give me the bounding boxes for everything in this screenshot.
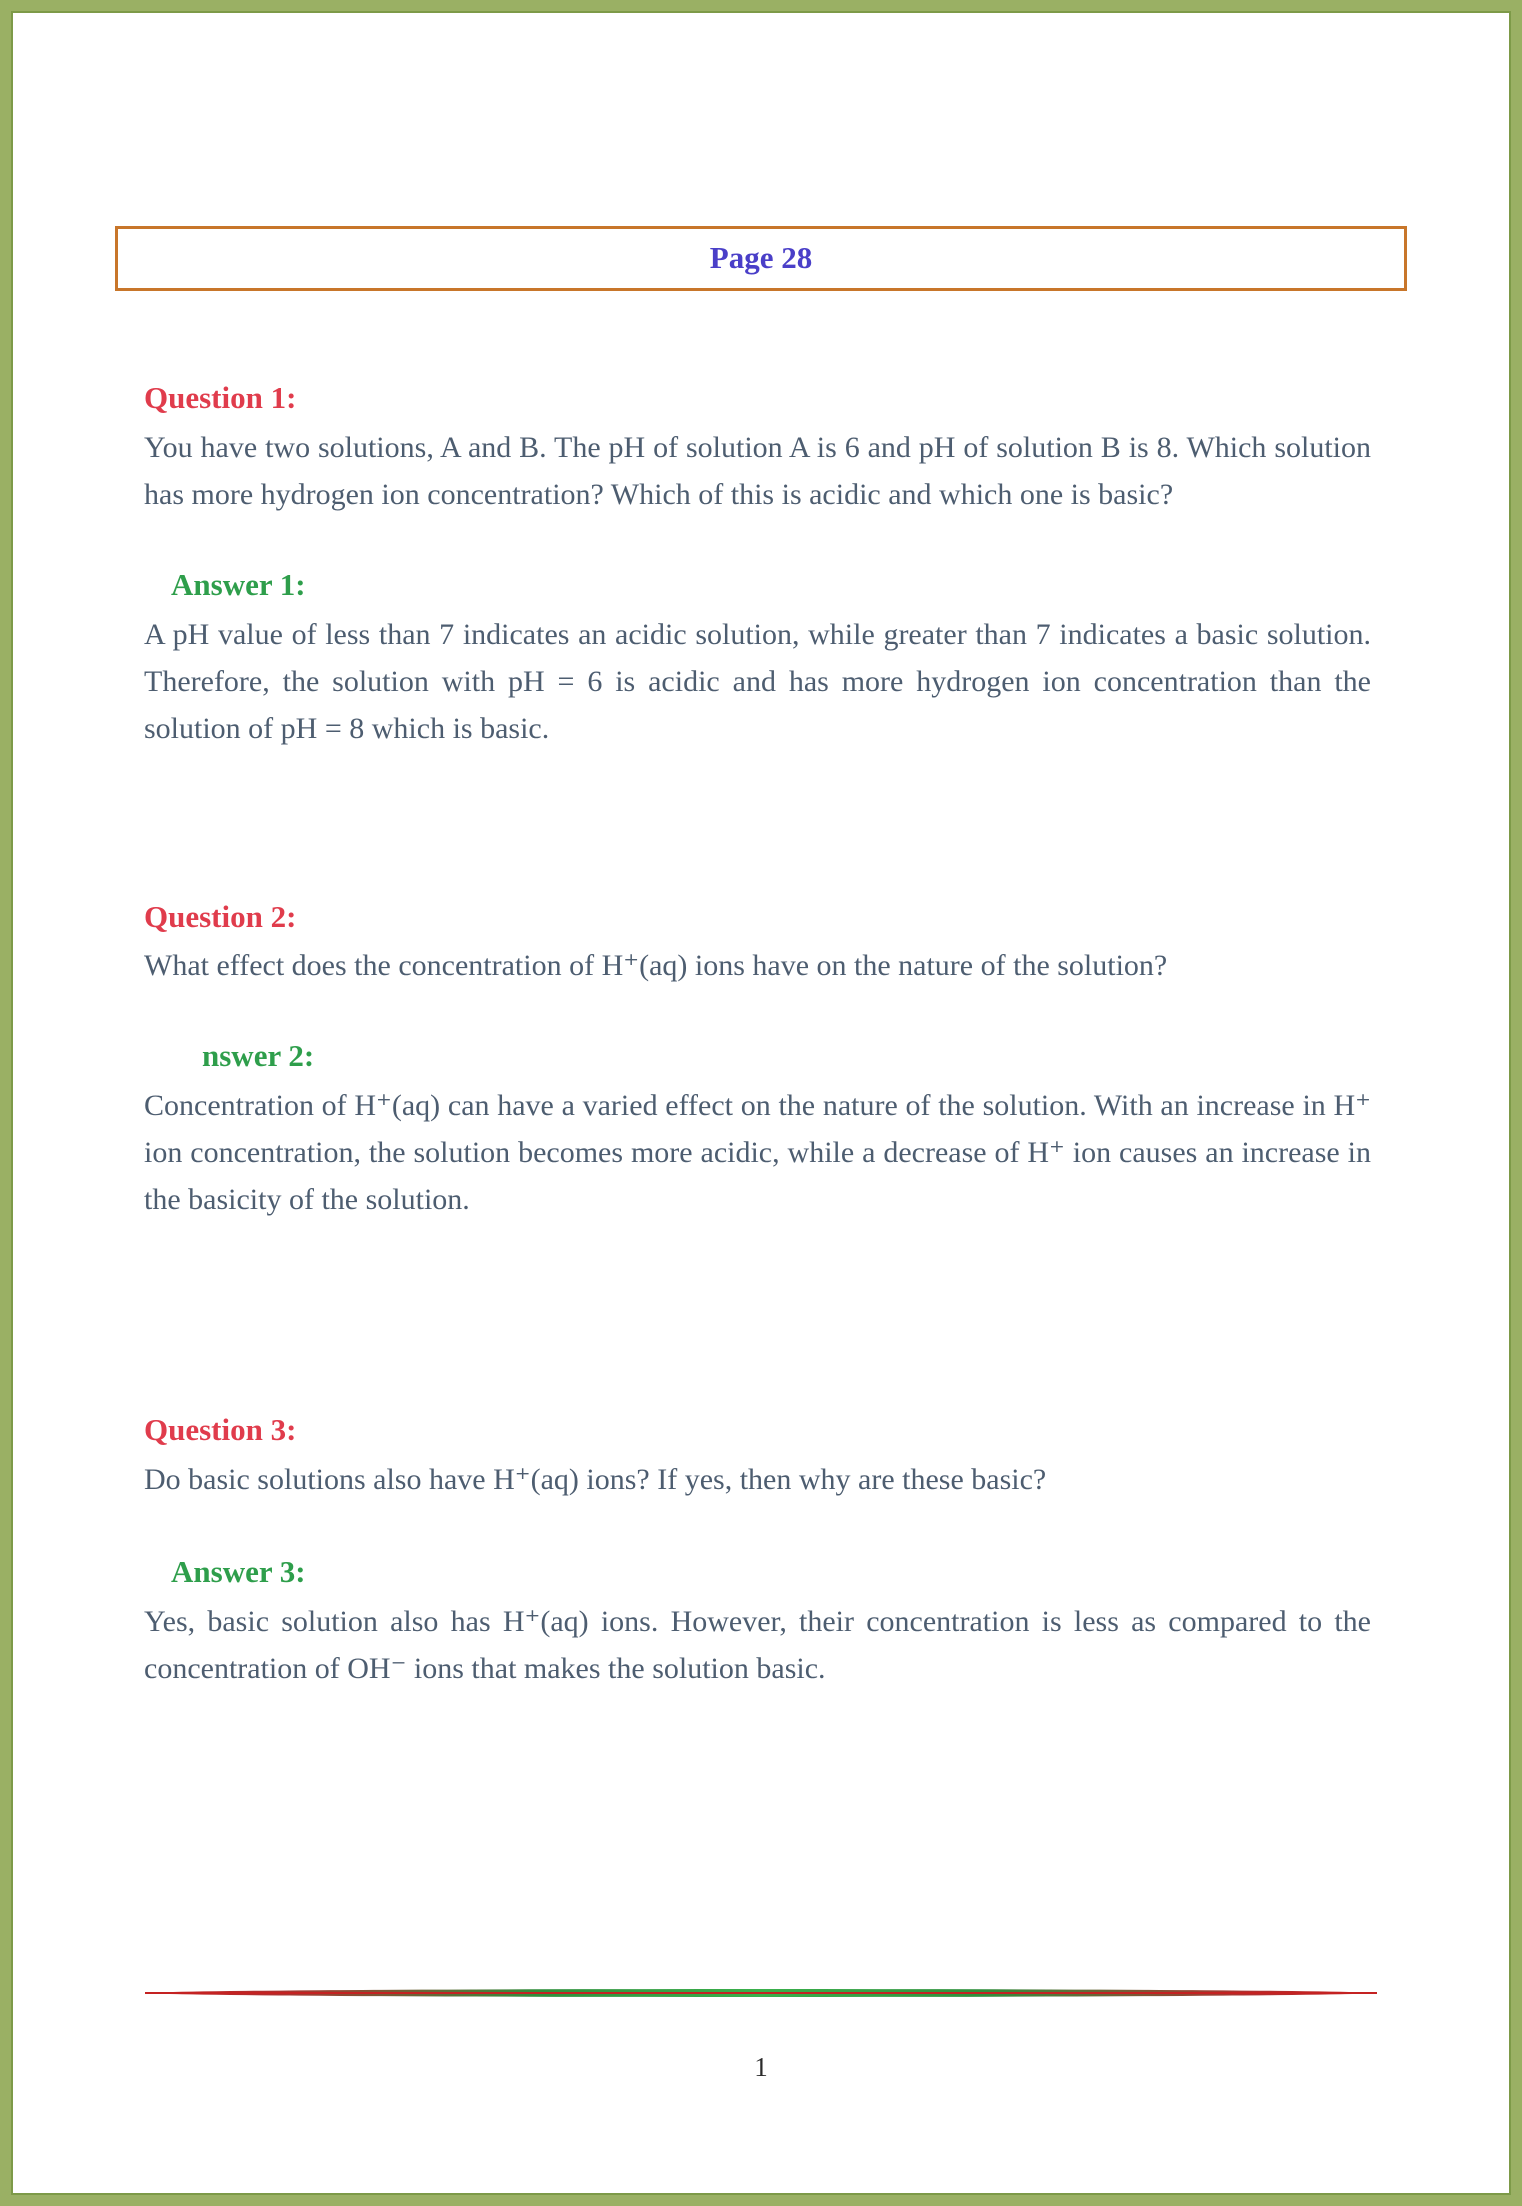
question-3-text: Do basic solutions also have H⁺(aq) ions? If yes, then why are these basic? — [144, 1462, 1047, 1496]
question-2-text: What effect does the concentration of H⁺(aq) ions have on the nature of the solution? — [144, 949, 1168, 983]
question-3-label: Question 3: — [144, 1412, 297, 1447]
answer-2-text: Concentration of H⁺(aq) can have a varied effect on the nature of the solution. With an increase in H⁺ ion concentration, the solution becomes more acidic, while a decrease of H⁺ ion causes an increase in the basicity of the solution. — [144, 1089, 1371, 1216]
answer-1-text: A pH value of less than 7 indicates an acidic solution, while greater than 7 indicates a basic solution. Therefore, the solution with pH = 6 is acidic and has more hydrogen ion concentration than the solution of pH = 8 which is basic. — [144, 617, 1371, 745]
qa-block-3 — [144, 1411, 1371, 1692]
answer-2-label: nswer 2: — [202, 1038, 315, 1074]
answer-1-label: Answer 1: — [171, 566, 306, 602]
page-header-box — [115, 226, 1407, 291]
page-content — [11, 379, 1511, 1692]
page-title: Page 28 — [709, 240, 813, 275]
qa-block-1 — [144, 379, 1371, 752]
answer-3-label: Answer 3: — [171, 1553, 306, 1589]
question-2-label: Question 2: — [144, 898, 297, 934]
question-1-text: You have two solutions, A and B. The pH of solution A is 6 and pH of solution B is 8. Which solution has more hydrogen ion concentration? Which of this is acidic and which one is basic? — [144, 430, 1371, 511]
question-1-label: Question 1: — [144, 380, 297, 415]
qa-block-2 — [144, 898, 1371, 1224]
answer-3-text: Yes, basic solution also has H⁺(aq) ions. However, their concentration is less as compared to the concentration of OH⁻ ions that makes the solution basic. — [144, 1604, 1371, 1685]
divider-ornament — [151, 1989, 1371, 1997]
page-number: 1 — [754, 2052, 768, 2082]
